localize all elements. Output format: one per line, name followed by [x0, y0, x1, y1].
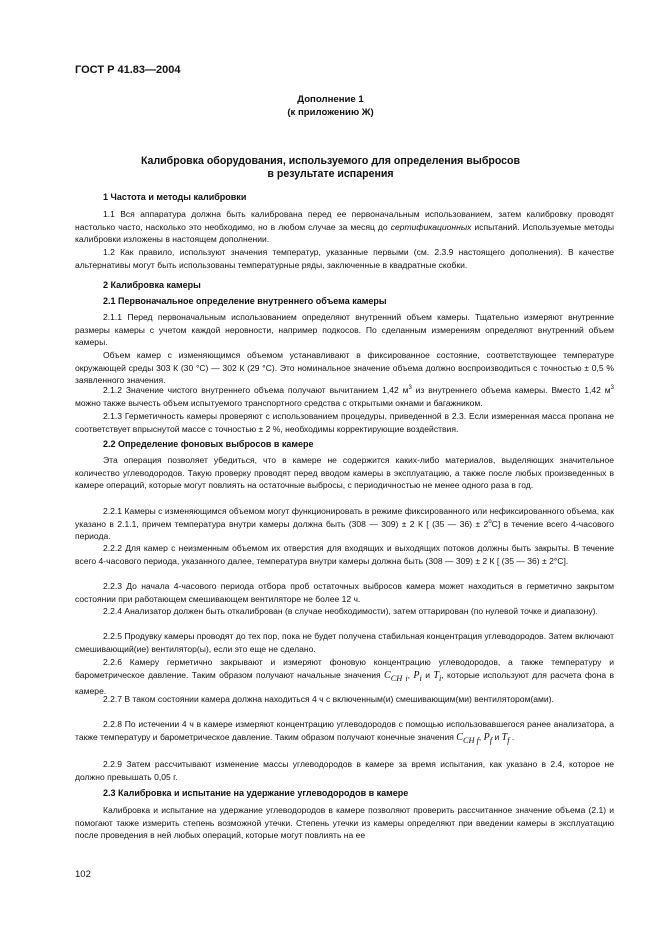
subscript-chf: CH f: [462, 735, 479, 745]
document-title-line2: в результате испарения: [267, 168, 394, 180]
appendix-label: Дополнение 1: [297, 94, 364, 105]
appendix-reference: (к приложению Ж): [287, 107, 374, 118]
var-t: T: [433, 669, 439, 681]
subscript-chi: CH i: [390, 673, 408, 683]
paragraph-2-1-3: 2.1.3 Герметичность камеры проверяют с использованием процедуры, приведенной в 2.3. Если измеренная масса пропана не соответствует впрыснутой массе с точностью ± 2 %, необходимы корректирующие воздействия.: [75, 411, 614, 434]
subscript-i: i: [419, 673, 422, 683]
paragraph-2-2-6: 2.2.6 Камеру герметично закрывают и измеряют фоновую концентрацию углеводородов, а также температуру и барометрическое давление. Таким образом получают начальные значения $C_{CH i}$, $P_i$ и $T_i$, которые используют для расчета фона в камере.: [75, 657, 614, 697]
subsection-2-3-heading: 2.3 Калибровка и испытание на удержание углеводородов в камере: [103, 788, 409, 798]
subsection-2-1-heading: 2.1 Первоначальное определение внутреннего объема камеры: [103, 296, 387, 306]
var-c: C: [456, 731, 463, 743]
paragraph-2-2-3: 2.2.3 До начала 4-часового периода отбора проб остаточных выбросов камера может находиться в герметично закрытом состоянии при работающем смешивающем вентиляторе не более 12 ч.: [75, 581, 614, 604]
var-p: P: [413, 669, 420, 681]
cubic-superscript: 3: [408, 385, 412, 392]
var-t: T: [501, 731, 508, 743]
paragraph-2-3: Калибровка и испытание на удержание углеводородов в камере позволяют проверить рассчитанное значение объема (2.1) и помогают также измерить степень возможной утечки. Степень утечки из камеры определяют при введении камеры в эксплуатацию после проведения в ней любых операций, которые могут повлиять на ее: [75, 805, 614, 841]
formula-final-pressure: [484, 732, 492, 743]
conjunction: и: [425, 669, 430, 680]
document-header: ГОСТ Р 41.83—2004: [75, 64, 181, 76]
paragraph-2-2-1-text-a: 2.2.1 Камеры с изменяющимся объемом могут функционировать в режиме фиксированного или нефиксированного объема, как указано в 2.1.1, причем температура внутри камеры должна быть (308 — 309) ± 2 К [ (35 — 36) ± 2: [75, 506, 614, 529]
subscript-i: i: [438, 673, 442, 683]
formula-final-concentration: [456, 732, 479, 743]
paragraph-2-1-2-text-c: можно также вычесть объем испытуемого транспортного средства с открытыми окнами и багажником.: [75, 397, 483, 408]
paragraph-2-2-6-text-b: , которые используют для расчета фона в камере.: [75, 669, 614, 697]
paragraph-1-2: 1.2 Как правило, используют значения температур, указанные первыми (см. 2.3.9 настоящего дополнения). В качестве альтернативы могут быть использованы температурные ряды, заключенные в квадратные скобки.: [75, 247, 614, 270]
section-1-heading: 1 Частота и методы калибровки: [103, 192, 247, 202]
page-number: 102: [75, 869, 91, 880]
paragraph-2-2-6-text-a: 2.2.6 Камеру герметично закрывают и измеряют фоновую концентрацию углеводородов, а также температуру и барометрическое давление. Таким образом получают начальные значения: [75, 657, 614, 680]
paragraph-2-1-2: [75, 384, 614, 409]
paragraph-2-2-8-text-a: 2.2.8 По истечении 4 ч в камере измеряют концентрацию углеводородов с помощью использовавшегося ранее анализатора, а также температуру и барометрическое давление. Таким образом получают конечные значения: [75, 719, 614, 742]
formula-initial-pressure: [413, 670, 421, 681]
cubic-superscript: 3: [610, 385, 614, 392]
paragraph-2-1-1-volume: Объем камер с изменяющимся объемом устанавливают в фиксированное состояние, соответствующее температуре окружающей среды 303 К (30 °С) — 302 К (29 °С). Это номинальное значение объема должно воспроизводиться с точностью ± 0,5 % заявленного значения.: [75, 350, 614, 386]
conjunction: и: [494, 731, 500, 742]
paragraph-2-1-2-text-a: 2.1.2 Значение чистого внутреннего объема получают вычитанием 1,42 м: [103, 385, 409, 395]
paragraph-2-2-1-text-b: С] в течение всего 4-часового периода.: [75, 518, 614, 542]
subscript-f: f: [489, 735, 493, 745]
paragraph-2-2: Эта операция позволяет убедиться, что в камере не содержится каких-либо материалов, выделяющих значительное количество углеводородов. Такую проверку проводят перед вводом камеры в эксплуатацию, а также после любых произведенных в камере операций, которые могут повлиять на остаточные выбросы, с периодичностью не менее одного раза в год.: [75, 455, 614, 491]
paragraph-2-2-8: 2.2.8 По истечении 4 ч в камере измеряют концентрацию углеводородов с помощью использовавшегося ранее анализатора, а также температуру и барометрическое давление. Таким образом получают конечные значения $C_{CH f}$, $P_f$ и $T_f$ .: [75, 719, 614, 745]
formula-initial-concentration: [384, 670, 408, 681]
paragraph-1-1-text-b: испытаний. Используемые методы калибровки изложены в настоящем дополнении.: [75, 221, 614, 245]
paragraph-2-2-5: 2.2.5 Продувку камеры проводят до тех пор, пока не будет получена стабильная концентрация углеводородов. Затем включают смешивающий(ие) вентилятор(ы), если это еще не сделано.: [75, 631, 614, 654]
paragraph-2-2-2: 2.2.2 Для камер с неизменным объемом их отверстия для входящих и выходящих потоков должны быть закрыты. В течение всего 4-часового периода, указанного далее, температура внутри камеры должна быть (308 — 309) ± 2 К [ (35 — 36) ± 2°С].: [75, 543, 614, 566]
paragraph-2-1-2-text-b: из внутреннего объема камеры. Вместо 1,42 м: [411, 385, 611, 395]
paragraph-2-2-7: 2.2.7 В таком состоянии камера должна находиться 4 ч с включенным(и) смешивающим(ми) вентилятором(ами).: [103, 694, 554, 704]
var-p: P: [483, 731, 490, 743]
paragraph-2-2-4: 2.2.4 Анализатор должен быть откалиброван (в случае необходимости), затем оттарирован (по нулевой точке и диапазону).: [103, 606, 598, 616]
paragraph-1-1-text-a: 1.1 Вся аппаратура должна быть калибрована перед ее первоначальным использованием, затем калибровку проводят настолько часто, насколько это необходимо, но в любом случае за месяц до: [75, 209, 614, 232]
formula-final-temperature: [502, 732, 510, 743]
subsection-2-2-heading: 2.2 Определение фоновых выбросов в камере: [103, 439, 314, 449]
paragraph-2-2-1: [75, 505, 614, 543]
degree-superscript: o: [488, 518, 492, 525]
paragraph-2-2-9: 2.2.9 Затем рассчитывают изменение массы углеводородов в камере за время испытания, как указано в 2.4, которое не должно превышать 0,05 г.: [75, 759, 614, 782]
document-title-line1: Калибровка оборудования, используемого для определения выбросов: [140, 155, 521, 167]
paragraph-1-1-emphasis: сертификационных: [390, 221, 472, 232]
paragraph-2-1-1: 2.1.1 Перед первоначальным использованием определяют внутренний объем камеры. Тщательно измеряют внутренние размеры камеры с учетом каждой неровности, например подкосов. По сделанным измерениям определяют внутренний объем камеры.: [75, 312, 614, 348]
section-2-heading: 2 Калибровка камеры: [103, 280, 201, 290]
var-c: C: [384, 669, 391, 681]
subscript-f: f: [507, 735, 510, 745]
paragraph-1-1: [75, 208, 614, 246]
